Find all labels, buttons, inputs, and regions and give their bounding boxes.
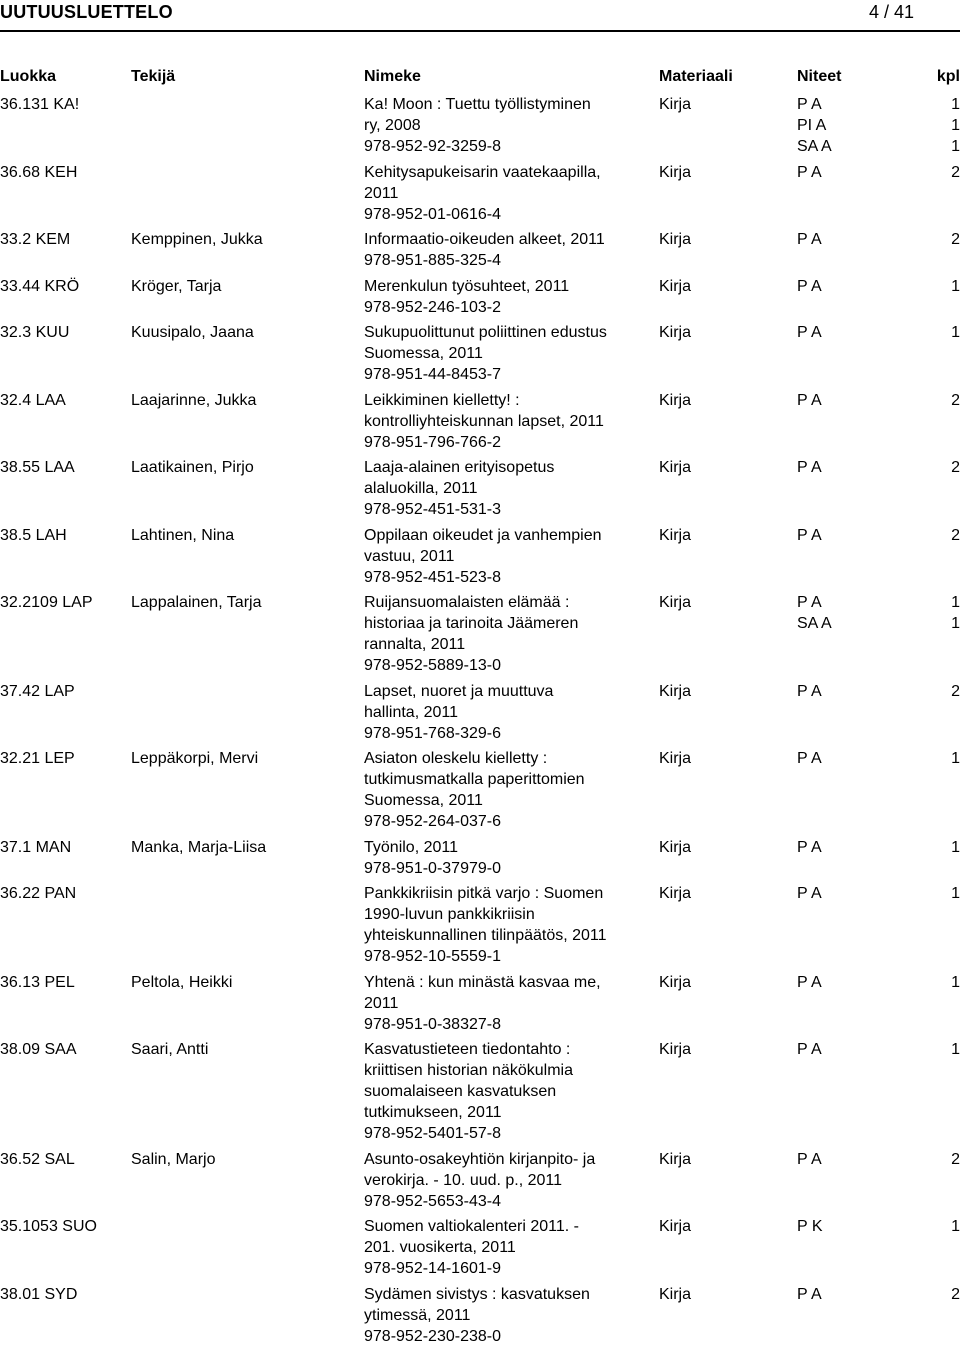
notes-line: P A	[797, 1039, 917, 1060]
material-line: Kirja	[659, 592, 789, 613]
col-class: Luokka	[0, 68, 56, 86]
list-item	[0, 457, 960, 525]
title-line: 978-952-230-238-0	[364, 1326, 654, 1347]
material	[659, 1039, 789, 1060]
quantity	[920, 390, 960, 411]
material	[659, 592, 789, 613]
class-code-line: 37.1 MAN	[0, 837, 128, 858]
quantity-line: 2	[920, 681, 960, 702]
notes-line: P A	[797, 1284, 917, 1305]
notes-line: P A	[797, 681, 917, 702]
title-line: Merenkulun työsuhteet, 2011	[364, 276, 654, 297]
author-line: Lappalainen, Tarja	[131, 592, 359, 613]
class-code	[0, 322, 128, 343]
author	[131, 229, 359, 250]
author	[131, 390, 359, 411]
quantity	[920, 972, 960, 993]
material-line: Kirja	[659, 525, 789, 546]
quantity	[920, 1284, 960, 1305]
quantity-line: 1	[920, 972, 960, 993]
quantity	[920, 162, 960, 183]
notes-line: PI A	[797, 115, 917, 136]
title-line: 978-951-768-329-6	[364, 723, 654, 744]
title-line: Lapset, nuoret ja muuttuva	[364, 681, 654, 702]
author-line: Lahtinen, Nina	[131, 525, 359, 546]
title-line: 978-952-264-037-6	[364, 811, 654, 832]
title-line: Informaatio-oikeuden alkeet, 2011	[364, 229, 654, 250]
class-code	[0, 276, 128, 297]
notes-line: P A	[797, 525, 917, 546]
material	[659, 322, 789, 343]
list-item	[0, 972, 960, 1040]
column-headers	[0, 68, 960, 92]
col-author: Tekijä	[131, 68, 175, 86]
material	[659, 1284, 789, 1305]
quantity	[920, 525, 960, 546]
material-line: Kirja	[659, 457, 789, 478]
notes	[797, 681, 917, 702]
material	[659, 94, 789, 115]
list-item	[0, 162, 960, 230]
title-line: alaluokilla, 2011	[364, 478, 654, 499]
quantity	[920, 1216, 960, 1237]
notes-line: SA A	[797, 613, 917, 634]
quantity	[920, 592, 960, 634]
quantity-line: 1	[920, 276, 960, 297]
page-header	[0, 0, 960, 30]
title-line: 2011	[364, 993, 654, 1014]
title-line: Ka! Moon : Tuettu työllistyminen	[364, 94, 654, 115]
title-line: Ruijansuomalaisten elämää :	[364, 592, 654, 613]
material-line: Kirja	[659, 1216, 789, 1237]
quantity-line: 1	[920, 136, 960, 157]
author	[131, 276, 359, 297]
class-code-line: 38.5 LAH	[0, 525, 128, 546]
title-line: tutkimusmatkalla paperittomien	[364, 769, 654, 790]
title-line: kriittisen historian näkökulmia	[364, 1060, 654, 1081]
author-line: Kemppinen, Jukka	[131, 229, 359, 250]
quantity	[920, 322, 960, 343]
notes-line: P A	[797, 162, 917, 183]
class-code-line: 36.52 SAL	[0, 1149, 128, 1170]
material	[659, 748, 789, 769]
title	[364, 1216, 654, 1279]
title-line: 978-952-451-523-8	[364, 567, 654, 588]
notes-line: P A	[797, 229, 917, 250]
list-item	[0, 525, 960, 593]
title-line: Oppilaan oikeudet ja vanhempien	[364, 525, 654, 546]
notes	[797, 972, 917, 993]
quantity-line: 1	[920, 883, 960, 904]
title-line: kontrolliyhteiskunnan lapset, 2011	[364, 411, 654, 432]
title-line: Suomessa, 2011	[364, 343, 654, 364]
title-line: Asunto-osakeyhtiön kirjanpito- ja	[364, 1149, 654, 1170]
material	[659, 390, 789, 411]
list-item	[0, 883, 960, 972]
quantity	[920, 1039, 960, 1060]
material-line: Kirja	[659, 1149, 789, 1170]
material	[659, 229, 789, 250]
material	[659, 457, 789, 478]
author	[131, 525, 359, 546]
notes	[797, 883, 917, 904]
list-item	[0, 748, 960, 837]
title	[364, 592, 654, 676]
col-notes: Niteet	[797, 68, 841, 86]
notes	[797, 162, 917, 183]
quantity-line: 1	[920, 748, 960, 769]
author-line: Peltola, Heikki	[131, 972, 359, 993]
list-item	[0, 1149, 960, 1217]
notes-line: P A	[797, 972, 917, 993]
title-line: vastuu, 2011	[364, 546, 654, 567]
class-code-line: 38.09 SAA	[0, 1039, 128, 1060]
quantity	[920, 276, 960, 297]
class-code-line: 32.21 LEP	[0, 748, 128, 769]
list-item	[0, 592, 960, 681]
title-line: tutkimukseen, 2011	[364, 1102, 654, 1123]
list-item	[0, 1039, 960, 1149]
title-line: 978-952-14-1601-9	[364, 1258, 654, 1279]
notes	[797, 525, 917, 546]
notes	[797, 457, 917, 478]
title	[364, 390, 654, 453]
title-line: 978-951-0-37979-0	[364, 858, 654, 879]
quantity	[920, 883, 960, 904]
list-item	[0, 837, 960, 884]
author	[131, 1039, 359, 1060]
notes	[797, 229, 917, 250]
class-code-line: 32.3 KUU	[0, 322, 128, 343]
author	[131, 457, 359, 478]
material-line: Kirja	[659, 681, 789, 702]
title-line: 978-952-246-103-2	[364, 297, 654, 318]
author	[131, 1149, 359, 1170]
material-line: Kirja	[659, 837, 789, 858]
title	[364, 162, 654, 225]
quantity-line: 1	[920, 592, 960, 613]
title-line: 2011	[364, 183, 654, 204]
class-code-line: 32.2109 LAP	[0, 592, 128, 613]
title-line: Pankkikriisin pitkä varjo : Suomen	[364, 883, 654, 904]
class-code	[0, 837, 128, 858]
material	[659, 1149, 789, 1170]
title-line: 978-951-885-325-4	[364, 250, 654, 271]
title-line: Asiaton oleskelu kielletty :	[364, 748, 654, 769]
class-code	[0, 1284, 128, 1305]
material	[659, 681, 789, 702]
title-line: 1990-luvun pankkikriisin	[364, 904, 654, 925]
title	[364, 748, 654, 832]
quantity	[920, 837, 960, 858]
list-item	[0, 1216, 960, 1284]
notes	[797, 1216, 917, 1237]
title-line: Sukupuolittunut poliittinen edustus	[364, 322, 654, 343]
material-line: Kirja	[659, 390, 789, 411]
notes-line: P A	[797, 748, 917, 769]
title-line: suomalaiseen kasvatuksen	[364, 1081, 654, 1102]
quantity-line: 2	[920, 390, 960, 411]
list-item	[0, 681, 960, 749]
quantity-line: 2	[920, 229, 960, 250]
author-line: Manka, Marja-Liisa	[131, 837, 359, 858]
class-code-line: 35.1053 SUO	[0, 1216, 128, 1237]
list-item	[0, 276, 960, 323]
class-code-line: 36.22 PAN	[0, 883, 128, 904]
class-code	[0, 229, 128, 250]
notes-line: P A	[797, 276, 917, 297]
quantity	[920, 1149, 960, 1170]
document-title: UUTUUSLUETTELO	[0, 2, 173, 23]
class-code	[0, 94, 128, 115]
notes	[797, 276, 917, 297]
title-line: 978-952-5889-13-0	[364, 655, 654, 676]
title-line: Suomen valtiokalenteri 2011. -	[364, 1216, 654, 1237]
material	[659, 162, 789, 183]
title	[364, 837, 654, 879]
class-code-line: 36.13 PEL	[0, 972, 128, 993]
class-code	[0, 883, 128, 904]
author	[131, 837, 359, 858]
quantity-line: 2	[920, 525, 960, 546]
notes-line: P A	[797, 592, 917, 613]
title-line: ytimessä, 2011	[364, 1305, 654, 1326]
list-item	[0, 390, 960, 458]
class-code	[0, 162, 128, 183]
quantity	[920, 94, 960, 157]
class-code	[0, 525, 128, 546]
class-code-line: 37.42 LAP	[0, 681, 128, 702]
total-pages: 41	[894, 2, 914, 22]
quantity-line: 1	[920, 837, 960, 858]
title	[364, 1039, 654, 1144]
author	[131, 748, 359, 769]
notes-line: P A	[797, 390, 917, 411]
notes-line: P A	[797, 322, 917, 343]
quantity-line: 2	[920, 1284, 960, 1305]
title-line: 978-952-5401-57-8	[364, 1123, 654, 1144]
notes	[797, 94, 917, 157]
notes	[797, 1149, 917, 1170]
author-line: Leppäkorpi, Mervi	[131, 748, 359, 769]
quantity-line: 1	[920, 322, 960, 343]
quantity-line: 1	[920, 1216, 960, 1237]
title-line: 978-952-10-5559-1	[364, 946, 654, 967]
material	[659, 525, 789, 546]
title	[364, 1149, 654, 1212]
notes-line: P A	[797, 837, 917, 858]
list-item	[0, 229, 960, 276]
title-line: rannalta, 2011	[364, 634, 654, 655]
title-line: Kasvatustieteen tiedontahto :	[364, 1039, 654, 1060]
title	[364, 322, 654, 385]
material-line: Kirja	[659, 1284, 789, 1305]
current-page: 4	[869, 2, 879, 22]
title-line: Leikkiminen kielletty! :	[364, 390, 654, 411]
class-code	[0, 1216, 128, 1237]
title-line: ry, 2008	[364, 115, 654, 136]
notes	[797, 1284, 917, 1305]
quantity-line: 2	[920, 1149, 960, 1170]
class-code	[0, 748, 128, 769]
notes-line: P A	[797, 457, 917, 478]
author	[131, 972, 359, 993]
class-code	[0, 972, 128, 993]
notes	[797, 1039, 917, 1060]
title	[364, 1284, 654, 1347]
quantity-line: 1	[920, 115, 960, 136]
author-line: Kuusipalo, Jaana	[131, 322, 359, 343]
material-line: Kirja	[659, 883, 789, 904]
class-code-line: 38.01 SYD	[0, 1284, 128, 1305]
list-item	[0, 94, 960, 162]
catalog-list	[0, 94, 960, 1351]
title	[364, 457, 654, 520]
page-number: 4 / 41	[869, 2, 914, 23]
title-line: 978-951-796-766-2	[364, 432, 654, 453]
quantity	[920, 229, 960, 250]
author-line: Laatikainen, Pirjo	[131, 457, 359, 478]
material-line: Kirja	[659, 162, 789, 183]
author	[131, 322, 359, 343]
title-line: Yhtenä : kun minästä kasvaa me,	[364, 972, 654, 993]
material	[659, 837, 789, 858]
quantity	[920, 748, 960, 769]
title-line: Työnilo, 2011	[364, 837, 654, 858]
class-code	[0, 1149, 128, 1170]
author-line: Laajarinne, Jukka	[131, 390, 359, 411]
title-line: verokirja. - 10. uud. p., 2011	[364, 1170, 654, 1191]
title-line: 978-952-5653-43-4	[364, 1191, 654, 1212]
title-line: Kehitysapukeisarin vaatekaapilla,	[364, 162, 654, 183]
col-title: Nimeke	[364, 68, 421, 86]
notes	[797, 592, 917, 634]
material-line: Kirja	[659, 748, 789, 769]
title-line: 978-952-451-531-3	[364, 499, 654, 520]
notes-line: P K	[797, 1216, 917, 1237]
class-code-line: 33.44 KRÖ	[0, 276, 128, 297]
title	[364, 276, 654, 318]
title	[364, 883, 654, 967]
notes-line: P A	[797, 94, 917, 115]
title	[364, 972, 654, 1035]
class-code	[0, 1039, 128, 1060]
col-material: Materiaali	[659, 68, 733, 86]
quantity-line: 2	[920, 162, 960, 183]
title-line: Suomessa, 2011	[364, 790, 654, 811]
notes-line: P A	[797, 883, 917, 904]
material-line: Kirja	[659, 972, 789, 993]
author-line: Saari, Antti	[131, 1039, 359, 1060]
quantity-line: 1	[920, 94, 960, 115]
class-code-line: 36.68 KEH	[0, 162, 128, 183]
material-line: Kirja	[659, 229, 789, 250]
list-item	[0, 322, 960, 390]
notes	[797, 748, 917, 769]
title-line: Sydämen sivistys : kasvatuksen	[364, 1284, 654, 1305]
notes-line: SA A	[797, 136, 917, 157]
title	[364, 525, 654, 588]
material	[659, 883, 789, 904]
quantity-line: 1	[920, 1039, 960, 1060]
material-line: Kirja	[659, 94, 789, 115]
title-line: 201. vuosikerta, 2011	[364, 1237, 654, 1258]
author	[131, 592, 359, 613]
class-code-line: 32.4 LAA	[0, 390, 128, 411]
quantity-line: 1	[920, 613, 960, 634]
title-line: yhteiskunnallinen tilinpäätös, 2011	[364, 925, 654, 946]
quantity	[920, 681, 960, 702]
notes-line: P A	[797, 1149, 917, 1170]
title-line: hallinta, 2011	[364, 702, 654, 723]
header-rule	[0, 30, 960, 32]
title-line: 978-952-01-0616-4	[364, 204, 654, 225]
title	[364, 681, 654, 744]
class-code-line: 36.131 KA!	[0, 94, 128, 115]
notes	[797, 322, 917, 343]
material-line: Kirja	[659, 276, 789, 297]
title-line: 978-952-92-3259-8	[364, 136, 654, 157]
title-line: Laaja-alainen erityisopetus	[364, 457, 654, 478]
material	[659, 972, 789, 993]
title	[364, 94, 654, 157]
class-code	[0, 592, 128, 613]
title-line: 978-951-0-38327-8	[364, 1014, 654, 1035]
quantity-line: 2	[920, 457, 960, 478]
class-code	[0, 681, 128, 702]
author-line: Salin, Marjo	[131, 1149, 359, 1170]
title-line: 978-951-44-8453-7	[364, 364, 654, 385]
notes	[797, 390, 917, 411]
notes	[797, 837, 917, 858]
material	[659, 276, 789, 297]
material-line: Kirja	[659, 1039, 789, 1060]
material-line: Kirja	[659, 322, 789, 343]
class-code	[0, 457, 128, 478]
author-line: Kröger, Tarja	[131, 276, 359, 297]
title	[364, 229, 654, 271]
quantity	[920, 457, 960, 478]
class-code	[0, 390, 128, 411]
material	[659, 1216, 789, 1237]
class-code-line: 33.2 KEM	[0, 229, 128, 250]
col-qty: kpl	[920, 68, 960, 86]
class-code-line: 38.55 LAA	[0, 457, 128, 478]
title-line: historiaa ja tarinoita Jäämeren	[364, 613, 654, 634]
